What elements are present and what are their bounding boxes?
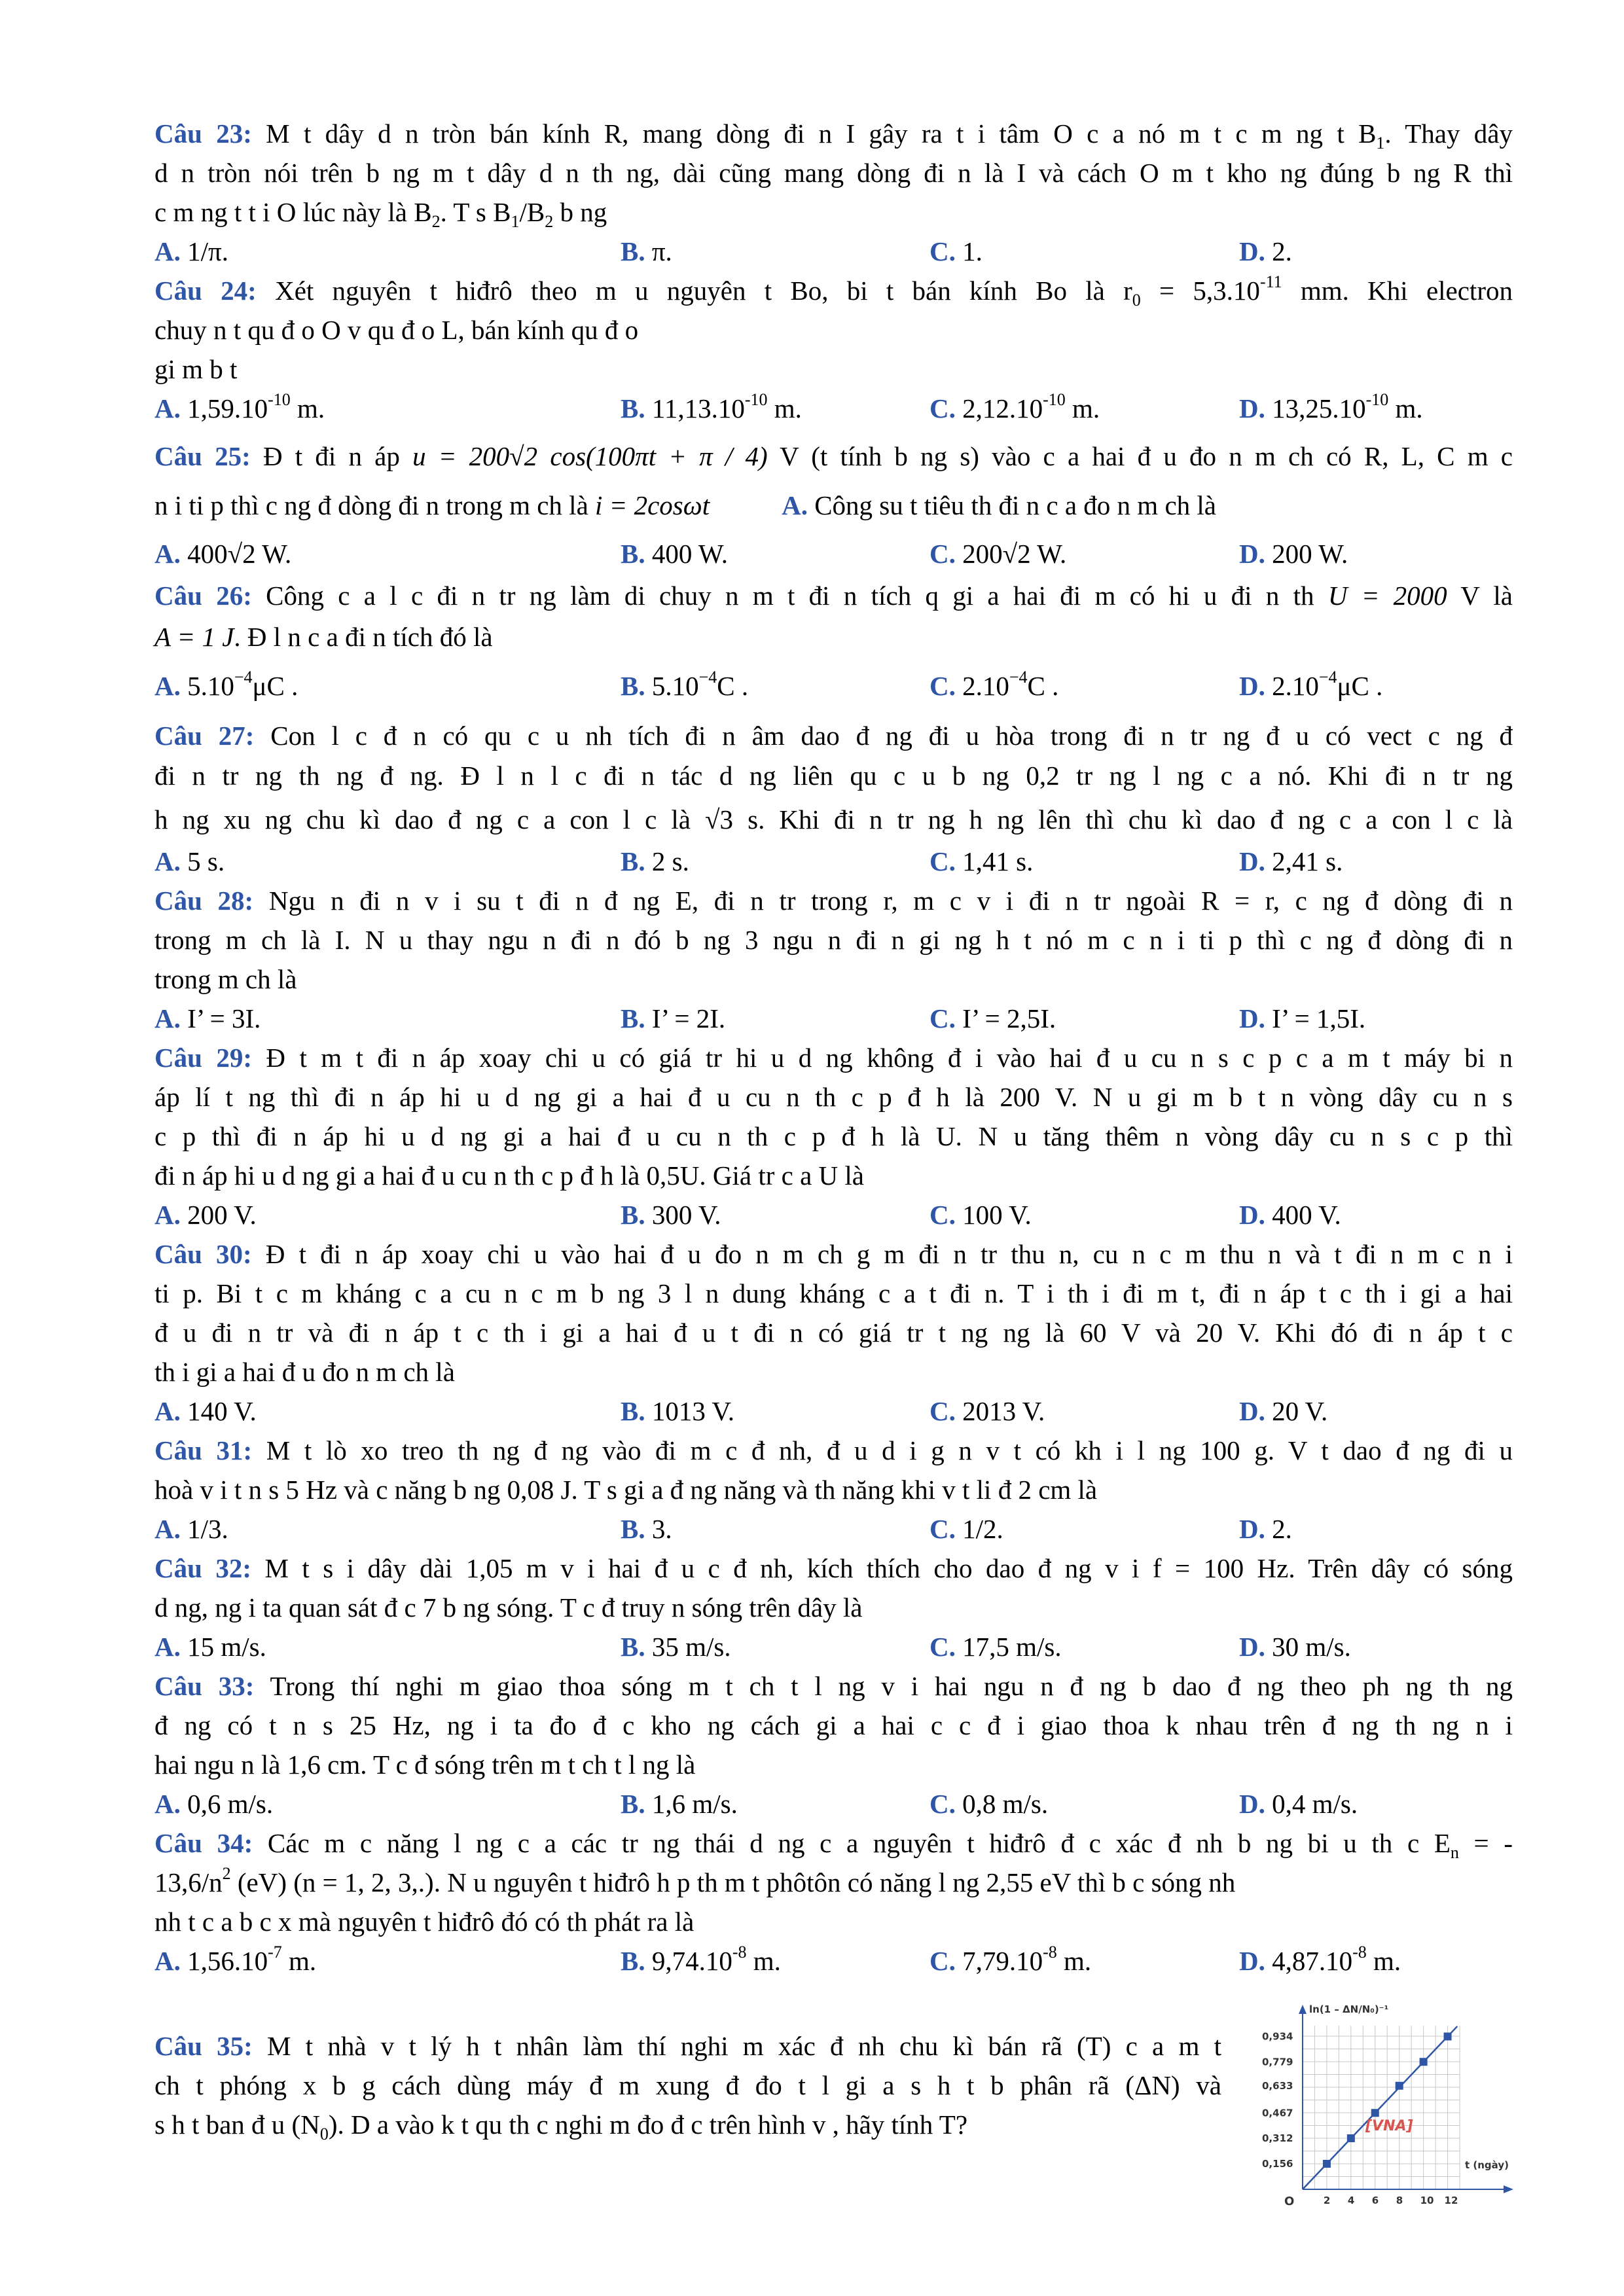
x-axis-label: t (ngày) bbox=[1465, 2159, 1509, 2171]
q25-line2: n i ti p thì c ng đ dòng đi n trong m ch là i = 2cosωt A. Công su t tiêu th đi n c a đo n m ch là bbox=[154, 490, 1216, 520]
q28-option-b[interactable]: B. I’ = 2I. bbox=[621, 1003, 726, 1033]
q33-option-b[interactable]: B. 1,6 m/s. bbox=[621, 1789, 738, 1819]
data-point bbox=[1420, 2058, 1428, 2066]
q30-label: Câu 30: bbox=[154, 1239, 252, 1269]
q30-option-a[interactable]: A. 140 V. bbox=[154, 1396, 257, 1426]
q29-option-d[interactable]: D. 400 V. bbox=[1239, 1200, 1341, 1230]
q34-option-d[interactable]: D. $4,87.10^{-8}$ m. bbox=[1239, 1943, 1401, 1976]
q24-line3: gi m b t bbox=[154, 354, 238, 384]
q28-option-a[interactable]: A. I’ = 3I. bbox=[154, 1003, 261, 1033]
y-tick-label: 0,633 bbox=[1262, 2079, 1293, 2092]
q29-line3: c p thì đi n áp hi u d ng gi a hai đ u cu n th c p đ h là U. N u tăng thêm n vòng dây cu n s c p thì bbox=[154, 1121, 1513, 1151]
q32-option-d[interactable]: D. 30 m/s. bbox=[1239, 1632, 1351, 1662]
q33-line2: đ ng có t n s 25 Hz, ng i ta đo đ c kho ng cách gi a hai c c đ i giao thoa k nhau trên đ ng th ng n i bbox=[154, 1710, 1513, 1740]
q30-line1: Câu 30: Đ t đi n áp xoay chi u vào hai đ u đo n m ch g m đi n tr thu n, cu n c m thu n và t đi n m c n i bbox=[154, 1239, 1513, 1269]
q26-option-d[interactable]: D. $2.10^{-4}\mu C$ . bbox=[1239, 668, 1383, 701]
q24-option-a[interactable]: A. $1,59.10^{-10}$ m. bbox=[154, 390, 325, 423]
q30-line3: đ u đi n tr và đi n áp t c th i gi a hai đ u t đi n có giá tr t ng ng là 60 V và 20 V. Khi đó đi n áp t c bbox=[154, 1318, 1513, 1348]
q35-line2: ch t phóng x b g cách dùng máy đ m xung đ đo t l gi a s h t b phân rã (ΔN) và bbox=[154, 2070, 1221, 2100]
q28-line3: trong m ch là bbox=[154, 964, 297, 994]
q34-line2: $13,6/n^2$ (eV) (n = 1, 2, 3,.). N u nguyên t hiđrô h p th m t phôtôn có năng l ng 2,55 eV thì b c sóng nh bbox=[154, 1864, 1236, 1897]
q32-option-b[interactable]: B. 35 m/s. bbox=[621, 1632, 731, 1662]
y-axis-arrow bbox=[1299, 2005, 1307, 2014]
q30-option-d[interactable]: D. 20 V. bbox=[1239, 1396, 1328, 1426]
q34-option-c[interactable]: C. $7,79.10^{-8}$ m. bbox=[929, 1943, 1092, 1976]
x-tick-label: 12 bbox=[1444, 2195, 1458, 2206]
q25-option-d[interactable]: D. 200 W. bbox=[1239, 539, 1348, 569]
q28-line2: trong m ch là I. N u thay ngu n đi n đó b ng 3 ngu n đi n gi ng h t nó m c n i ti p thì c ng đ dòng đi n bbox=[154, 925, 1513, 955]
q26-label: Câu 26: bbox=[154, 581, 252, 611]
q24-line1: Câu 24: Xét nguyên t hiđrô theo m u nguyên t Bo, bi t bán kính Bo là $r_0 = 5,3.10^{-11}$ mm. Khi electron bbox=[154, 272, 1513, 310]
data-point bbox=[1396, 2082, 1403, 2090]
data-point bbox=[1347, 2134, 1355, 2142]
q24-option-c[interactable]: C. $2,12.10^{-10}$ m. bbox=[929, 390, 1100, 423]
y-axis-label: ln(1 – ΔN/N₀)⁻¹ bbox=[1309, 2003, 1389, 2015]
x-tick-label: 8 bbox=[1396, 2195, 1403, 2206]
q32-line1: Câu 32: M t s i dây dài 1,05 m v i hai đ u c đ nh, kích thích cho dao đ ng v i f = 100 Hz. Trên dây có sóng bbox=[154, 1553, 1513, 1583]
q23-label: Câu 23: bbox=[154, 118, 252, 149]
q27-option-c[interactable]: C. 1,41 s. bbox=[929, 846, 1034, 876]
q31-option-c[interactable]: C. 1/2. bbox=[929, 1514, 1003, 1544]
q27-option-d[interactable]: D. 2,41 s. bbox=[1239, 846, 1343, 876]
x-tick-label: 2 bbox=[1323, 2195, 1331, 2206]
q25-option-c[interactable]: C. 200√2 W. bbox=[929, 539, 1067, 569]
q29-line4: đi n áp hi u d ng gi a hai đ u cu n th c p đ h là 0,5U. Giá tr c a U là bbox=[154, 1160, 864, 1191]
watermark-label: [VNA] bbox=[1365, 2118, 1413, 2134]
q29-option-c[interactable]: C. 100 V. bbox=[929, 1200, 1032, 1230]
q27-option-b[interactable]: B. 2 s. bbox=[621, 846, 689, 876]
q28-option-c[interactable]: C. I’ = 2,5I. bbox=[929, 1003, 1056, 1033]
decay-graph-svg bbox=[1244, 2000, 1519, 2215]
y-tick-label: 0,934 bbox=[1262, 2030, 1293, 2043]
q31-option-a[interactable]: A. 1/3. bbox=[154, 1514, 228, 1544]
q27-line1: Câu 27: Con l c đ n có qu c u nh tích đi n âm dao đ ng đi u hòa trong đi n tr ng đ u có vect c ng đ bbox=[154, 721, 1513, 751]
q33-option-a[interactable]: A. 0,6 m/s. bbox=[154, 1789, 274, 1819]
q31-line2: hoà v i t n s 5 Hz và c năng b ng 0,08 J. T s gi a đ ng năng và th năng khi v t li đ 2 cm là bbox=[154, 1475, 1098, 1505]
q30-option-b[interactable]: B. 1013 V. bbox=[621, 1396, 734, 1426]
q26-line2: A = 1 J. Đ l n c a đi n tích đó là bbox=[154, 622, 493, 652]
q34-line1: Câu 34: Các m c năng l ng c a các tr ng thái d ng c a nguyên t hiđrô đ c xác đ nh b ng bi u th c $E_n$ = - bbox=[154, 1828, 1513, 1863]
q23-option-b[interactable]: B. π. bbox=[621, 236, 672, 266]
q23-option-a[interactable]: A. 1/π. bbox=[154, 236, 228, 266]
q32-option-c[interactable]: C. 17,5 m/s. bbox=[929, 1632, 1062, 1662]
q24-label: Câu 24: bbox=[154, 276, 257, 306]
y-tick-label: 0,312 bbox=[1262, 2132, 1293, 2144]
q25-option-b[interactable]: B. 400 W. bbox=[621, 539, 729, 569]
data-point bbox=[1444, 2033, 1452, 2041]
q29-label: Câu 29: bbox=[154, 1043, 252, 1073]
q32-line2: d ng, ng i ta quan sát đ c 7 b ng sóng. T c đ truy n sóng trên dây là bbox=[154, 1592, 863, 1623]
q30-option-c[interactable]: C. 2013 V. bbox=[929, 1396, 1045, 1426]
q30-line4: th i gi a hai đ u đo n m ch là bbox=[154, 1357, 455, 1387]
q25-label: Câu 25: bbox=[154, 441, 251, 471]
q27-line3: h ng xu ng chu kì dao đ ng c a con l c là √3 s. Khi đi n tr ng h ng lên thì chu kì dao đ ng c a con l c là bbox=[154, 804, 1513, 834]
q29-line2: áp lí t ng thì đi n áp hi u d ng gi a hai đ u cu n th c p đ h là 200 V. N u gi m b t n vòng dây cu n s bbox=[154, 1082, 1513, 1112]
q28-label: Câu 28: bbox=[154, 886, 254, 916]
q29-option-a[interactable]: A. 200 V. bbox=[154, 1200, 257, 1230]
y-tick-label: 0,779 bbox=[1262, 2056, 1293, 2068]
x-tick-label: 4 bbox=[1347, 2195, 1355, 2206]
q25-line1: Câu 25: Đ t đi n áp u = 200√2 cos(100πt + π / 4) V (t tính b ng s) vào c a hai đ u đo n m ch có R, L, C m c bbox=[154, 441, 1513, 471]
q23-option-d[interactable]: D. 2. bbox=[1239, 236, 1292, 266]
q24-option-b[interactable]: B. $11,13.10^{-10}$ m. bbox=[621, 390, 802, 423]
x-tick-label: 6 bbox=[1371, 2195, 1379, 2206]
q33-line1: Câu 33: Trong thí nghi m giao thoa sóng m t ch t l ng v i hai ngu n đ ng b dao đ ng theo ph ng th ng bbox=[154, 1671, 1513, 1701]
q31-option-d[interactable]: D. 2. bbox=[1239, 1514, 1292, 1544]
q35-label: Câu 35: bbox=[154, 2031, 253, 2061]
q34-line3: nh t c a b c x mà nguyên t hiđrô đó có th phát ra là bbox=[154, 1907, 695, 1937]
y-tick-label: 0,156 bbox=[1262, 2158, 1293, 2170]
q28-option-d[interactable]: D. I’ = 1,5I. bbox=[1239, 1003, 1366, 1033]
x-axis-arrow bbox=[1504, 2185, 1513, 2193]
decay-graph bbox=[1244, 2000, 1519, 2215]
q25-option-a[interactable]: A. 400√2 W. bbox=[154, 539, 292, 569]
q27-line2: đi n tr ng th ng đ ng. Đ l n l c đi n tác d ng liên qu c u b ng 0,2 tr ng l ng c a nó. Khi đi n tr ng bbox=[154, 761, 1513, 791]
q33-option-c[interactable]: C. 0,8 m/s. bbox=[929, 1789, 1049, 1819]
origin-label: O bbox=[1284, 2195, 1295, 2208]
q29-option-b[interactable]: B. 300 V. bbox=[621, 1200, 721, 1230]
q23-option-c[interactable]: C. 1. bbox=[929, 236, 983, 266]
q26-line1: Câu 26: Công c a l c đi n tr ng làm di chuy n m t đi n tích q gi a hai đi m có hi u đi n th U = 2000 V là bbox=[154, 581, 1513, 611]
q27-label: Câu 27: bbox=[154, 721, 255, 751]
q30-line2: ti p. Bi t c m kháng c a cu n c m b ng 3 l n dung kháng c a t đi n. T i th i đi m t, đi n áp t c th i gi a hai bbox=[154, 1278, 1513, 1308]
q33-option-d[interactable]: D. 0,4 m/s. bbox=[1239, 1789, 1358, 1819]
q32-label: Câu 32: bbox=[154, 1553, 252, 1583]
q31-option-b[interactable]: B. 3. bbox=[621, 1514, 672, 1544]
q25-formula-u: u = 200√2 cos(100πt + π / 4) bbox=[412, 441, 768, 471]
q29-line1: Câu 29: Đ t m t đi n áp xoay chi u có giá tr hi u d ng không đ i vào hai đ u cu n s c p c a m t máy bi n bbox=[154, 1043, 1513, 1073]
q31-line1: Câu 31: M t lò xo treo th ng đ ng vào đi m c đ nh, đ u d i g n v t có kh i l ng 100 g. V t dao đ ng đi u bbox=[154, 1435, 1513, 1465]
q26-option-b[interactable]: B. $5.10^{-4}C$ . bbox=[621, 668, 749, 701]
x-tick-label: 10 bbox=[1420, 2195, 1434, 2206]
q23-line3: c m ng t t i O lúc này là $B_2$. T s $B_1/B_2$ b ng bbox=[154, 197, 607, 232]
q27-option-a[interactable]: A. 5 s. bbox=[154, 846, 225, 876]
q34-option-b[interactable]: B. $9,74.10^{-8}$ m. bbox=[621, 1943, 781, 1976]
q24-line2: chuy n t qu đ o O v qu đ o L, bán kính qu đ o bbox=[154, 315, 639, 345]
q23-line1: Câu 23: M t dây d n tròn bán kính R, mang dòng đi n I gây ra t i tâm O c a nó m t c m ng t $B_1$. Thay dây bbox=[154, 118, 1513, 153]
q35-line1: Câu 35: M t nhà v t lý h t nhân làm thí nghi m xác đ nh chu kì bán rã (T) c a m t bbox=[154, 2031, 1221, 2061]
q33-label: Câu 33: bbox=[154, 1671, 255, 1701]
q28-line1: Câu 28: Ngu n đi n v i su t đi n đ ng E, đi n tr trong r, m c v i đi n tr ngoài R = r, c ng đ dòng đi n bbox=[154, 886, 1513, 916]
q26-option-c[interactable]: C. $2.10^{-4}C$ . bbox=[929, 668, 1059, 701]
q31-label: Câu 31: bbox=[154, 1435, 253, 1465]
q25-formula-i: i = 2cosωt bbox=[595, 490, 710, 520]
q33-line3: hai ngu n là 1,6 cm. T c đ sóng trên m t ch t l ng là bbox=[154, 1749, 696, 1780]
q34-label: Câu 34: bbox=[154, 1828, 253, 1858]
data-point bbox=[1371, 2109, 1379, 2117]
y-tick-label: 0,467 bbox=[1262, 2107, 1293, 2119]
q26-option-a[interactable]: A. $5.10^{-4}\mu C$ . bbox=[154, 668, 298, 701]
q23-line2: d n tròn nói trên b ng m t dây d n th ng, dài cũng mang dòng đi n là I và cách O m t kho ng đúng b ng R thì bbox=[154, 158, 1513, 188]
q34-option-a[interactable]: A. $1,56.10^{-7}$ m. bbox=[154, 1943, 317, 1976]
q35-line3: s h t ban đ u $(N_0)$. D a vào k t qu th c nghi m đo đ c trên hình v , hãy tính T? bbox=[154, 2109, 968, 2144]
q32-option-a[interactable]: A. 15 m/s. bbox=[154, 1632, 266, 1662]
data-point bbox=[1323, 2160, 1331, 2168]
q24-option-d[interactable]: D. $13,25.10^{-10}$ m. bbox=[1239, 390, 1423, 423]
